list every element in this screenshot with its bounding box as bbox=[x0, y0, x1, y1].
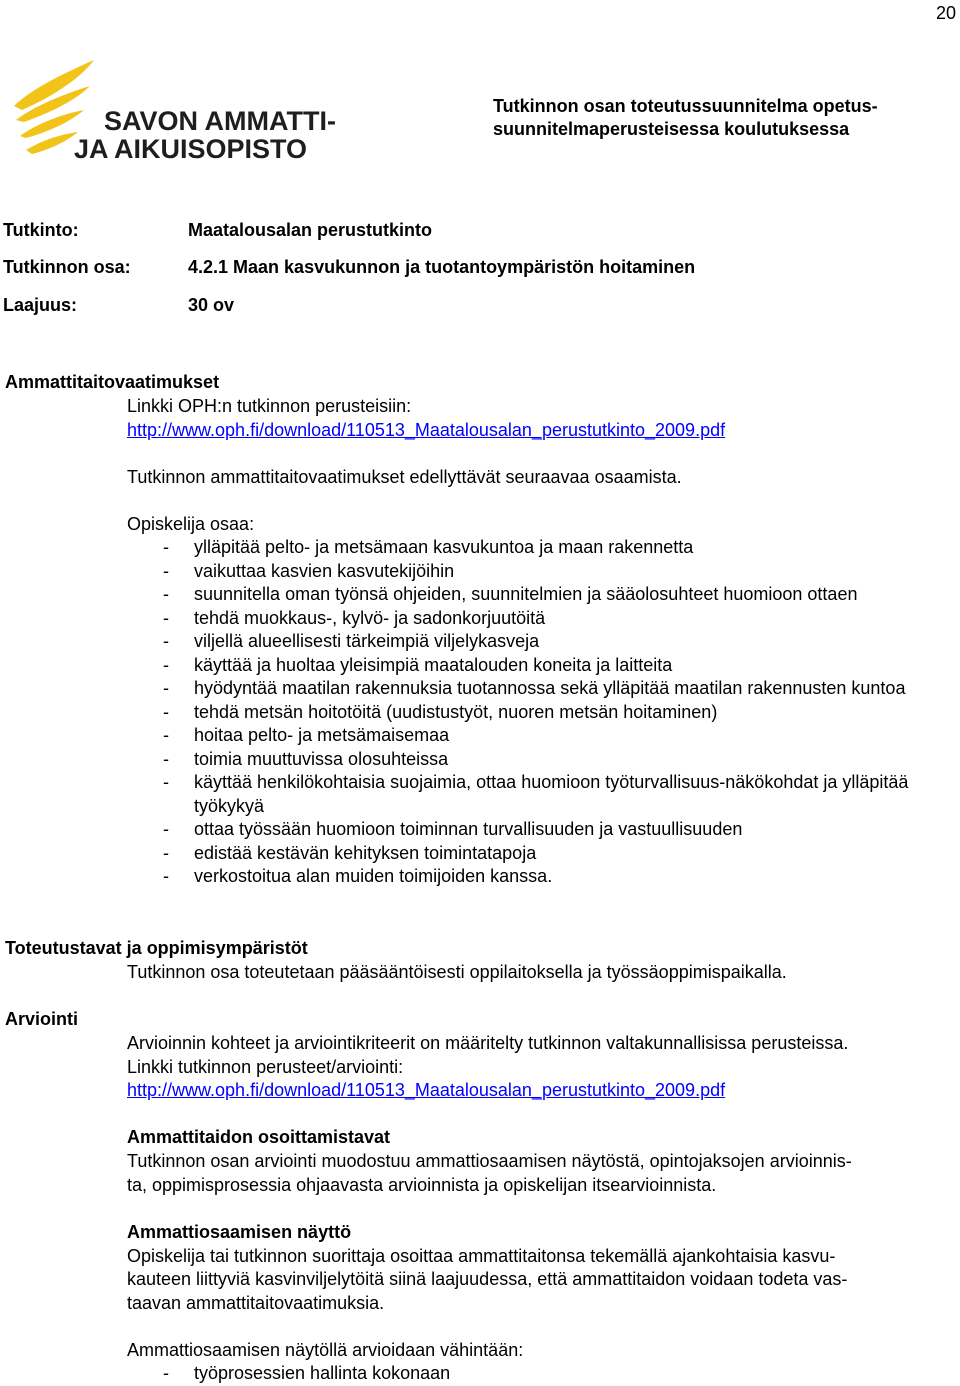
methods-text-line2: ta, oppimisprosessia ohjaavasta arvioinnista ja opiskelijan itsearvioinnista. bbox=[127, 1175, 717, 1195]
tutkinto-value: Maatalousalan perustutkinto bbox=[188, 220, 433, 240]
tutkinnon-osa-value: 4.2.1 Maan kasvukunnon ja tuotantoympäristön hoitaminen bbox=[188, 257, 696, 277]
list-item: - suunnitella oman työnsä ohjeiden, suunnitelmien ja sääolosuhteet huomioon ottaen bbox=[163, 584, 858, 604]
demo-text-line1: Opiskelija tai tutkinnon suorittaja osoittaa ammattitaitonsa tekemällä ajankohtaisia kasvu- bbox=[127, 1246, 836, 1266]
list-item: - toimia muuttuvissa olosuhteissa bbox=[163, 748, 449, 769]
logo-line2: JA AIKUISOPISTO bbox=[74, 134, 308, 164]
requirements-list bbox=[163, 536, 953, 889]
document-title-line1: Tutkinnon osan toteutussuunnitelma opetus- bbox=[493, 96, 878, 116]
list-item: - hoitaa pelto- ja metsämaisemaa bbox=[163, 725, 450, 745]
assessment-link-intro: Linkki tutkinnon perusteet/arviointi: bbox=[127, 1057, 404, 1077]
list-item: - edistää kestävän kehityksen toimintatapoja bbox=[163, 842, 537, 863]
list-item: - ottaa työssään huomioon toiminnan turvallisuuden ja vastuullisuuden bbox=[163, 819, 743, 839]
logo-line1: SAVON AMMATTI- bbox=[104, 106, 336, 136]
min-items-list bbox=[163, 1362, 450, 1386]
requirements-link[interactable]: http://www.oph.fi/download/110513_Maatalousalan_perustutkinto_2009.pdf bbox=[127, 420, 726, 440]
tutkinnon-osa-label: Tutkinnon osa: bbox=[3, 257, 131, 277]
list-item: - verkostoitua alan muiden toimijoiden kanssa. bbox=[163, 866, 553, 886]
requirements-intro: Tutkinnon ammattitaitovaatimukset edellyttävät seuraavaa osaamista. bbox=[127, 467, 682, 487]
list-item: - vaikuttaa kasvien kasvutekijöihin bbox=[163, 560, 455, 581]
list-item: - tehdä metsän hoitotöitä (uudistustyöt, nuoren metsän hoitaminen) bbox=[163, 701, 718, 722]
assessment-link[interactable]: http://www.oph.fi/download/110513_Maatalousalan_perustutkinto_2009.pdf bbox=[127, 1080, 726, 1100]
demo-heading: Ammattiosaamisen näyttö bbox=[127, 1222, 352, 1242]
tutkinto-label: Tutkinto: bbox=[3, 220, 79, 240]
requirements-heading: Ammattitaitovaatimukset bbox=[5, 372, 220, 392]
list-item: - käyttää ja huoltaa yleisimpiä maatalouden koneita ja laitteita bbox=[163, 654, 673, 675]
demo-text-line3: taavan ammattitaitovaatimuksia. bbox=[127, 1293, 385, 1313]
list-item: - hyödyntää maatilan rakennuksia tuotannossa sekä ylläpitää maatilan rakennusten kuntoa bbox=[163, 678, 906, 698]
list-item: - viljellä alueellisesti tärkeimpiä viljelykasveja bbox=[163, 631, 540, 651]
implementation-heading: Toteutustavat ja oppimisympäristöt bbox=[5, 938, 308, 958]
implementation-text: Tutkinnon osa toteutetaan pääsääntöisesti oppilaitoksella ja työssäoppimispaikalla. bbox=[127, 962, 787, 982]
student-label: Opiskelija osaa: bbox=[127, 514, 255, 534]
methods-text-line1: Tutkinnon osan arviointi muodostuu ammattiosaamisen näytöstä, opintojaksojen arvioinnis- bbox=[127, 1151, 852, 1171]
assessment-heading: Arviointi bbox=[5, 1009, 79, 1029]
min-intro: Ammattiosaamisen näytöllä arvioidaan vähintään: bbox=[127, 1340, 524, 1360]
list-item: - työprosessien hallinta kokonaan bbox=[163, 1363, 451, 1383]
document-title bbox=[493, 95, 933, 141]
assessment-text: Arvioinnin kohteet ja arviointikriteerit on määritelty tutkinnon valtakunnallisissa perusteissa. bbox=[127, 1033, 849, 1053]
page-number: 20 bbox=[935, 3, 956, 23]
requirements-link-intro: Linkki OPH:n tutkinnon perusteisiin: bbox=[127, 396, 412, 416]
laajuus-label: Laajuus: bbox=[3, 295, 78, 315]
list-item: - käyttää henkilökohtaisia suojaimia, ottaa huomioon työturvallisuus-näkökohdat ja ylläpitää työkykyä bbox=[163, 772, 909, 816]
demo-text-line2: kauteen liittyviä kasvinviljelytöitä siinä laajuudessa, että ammattitaidon voidaan todeta vas- bbox=[127, 1269, 848, 1289]
list-item: - tehdä muokkaus-, kylvö- ja sadonkorjuutöitä bbox=[163, 607, 546, 628]
list-item: - ylläpitää pelto- ja metsämaan kasvukuntoa ja maan rakennetta bbox=[163, 537, 694, 557]
document-title-line2: suunnitelmaperusteisessa koulutuksessa bbox=[493, 119, 850, 139]
savon-ammattiopisto-logo bbox=[12, 58, 352, 168]
laajuus-value: 30 ov bbox=[188, 295, 235, 315]
methods-heading: Ammattitaidon osoittamistavat bbox=[127, 1127, 391, 1147]
